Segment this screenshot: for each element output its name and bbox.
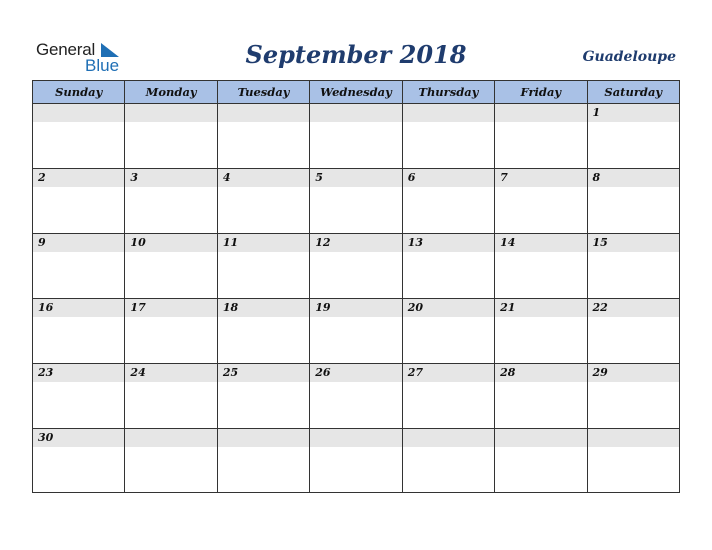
day-number bbox=[495, 104, 586, 122]
weekday-thursday: Thursday bbox=[402, 81, 494, 104]
day-number: 8 bbox=[588, 169, 679, 187]
day-number: 1 bbox=[588, 104, 679, 122]
day-number: 9 bbox=[33, 234, 124, 252]
day-cell[interactable] bbox=[402, 104, 494, 169]
day-number: 28 bbox=[495, 364, 586, 382]
day-number bbox=[125, 429, 216, 447]
day-number: 15 bbox=[588, 234, 679, 252]
day-cell[interactable] bbox=[402, 429, 494, 493]
day-number: 26 bbox=[310, 364, 401, 382]
day-number: 30 bbox=[33, 429, 124, 447]
day-cell[interactable] bbox=[310, 104, 402, 169]
day-cell[interactable] bbox=[217, 364, 309, 429]
day-number bbox=[33, 104, 124, 122]
day-cell[interactable] bbox=[125, 104, 217, 169]
day-number: 17 bbox=[125, 299, 216, 317]
day-number: 18 bbox=[218, 299, 309, 317]
day-number: 27 bbox=[403, 364, 494, 382]
day-number: 2 bbox=[33, 169, 124, 187]
day-cell[interactable] bbox=[33, 104, 125, 169]
day-cell[interactable] bbox=[217, 299, 309, 364]
day-number: 13 bbox=[403, 234, 494, 252]
day-number bbox=[588, 429, 679, 447]
day-cell[interactable] bbox=[587, 234, 679, 299]
day-cell[interactable] bbox=[310, 299, 402, 364]
week-row bbox=[33, 169, 680, 234]
day-number: 6 bbox=[403, 169, 494, 187]
day-number: 25 bbox=[218, 364, 309, 382]
day-cell[interactable] bbox=[217, 169, 309, 234]
day-number: 21 bbox=[495, 299, 586, 317]
day-cell[interactable] bbox=[495, 364, 587, 429]
region-label: Guadeloupe bbox=[582, 49, 676, 65]
calendar-grid bbox=[32, 80, 680, 493]
day-cell[interactable] bbox=[495, 169, 587, 234]
calendar-title: September 2018 bbox=[245, 40, 467, 69]
day-cell[interactable] bbox=[587, 429, 679, 493]
day-cell[interactable] bbox=[402, 169, 494, 234]
day-number: 3 bbox=[125, 169, 216, 187]
day-cell[interactable] bbox=[310, 169, 402, 234]
day-cell[interactable] bbox=[587, 364, 679, 429]
day-cell[interactable] bbox=[125, 169, 217, 234]
day-cell[interactable] bbox=[217, 429, 309, 493]
day-number: 10 bbox=[125, 234, 216, 252]
day-number bbox=[403, 429, 494, 447]
day-cell[interactable] bbox=[310, 234, 402, 299]
day-number: 19 bbox=[310, 299, 401, 317]
week-row bbox=[33, 429, 680, 493]
day-number: 20 bbox=[403, 299, 494, 317]
day-cell[interactable] bbox=[33, 429, 125, 493]
day-cell[interactable] bbox=[587, 104, 679, 169]
day-number bbox=[495, 429, 586, 447]
day-number: 12 bbox=[310, 234, 401, 252]
logo-word-general: General bbox=[36, 40, 96, 59]
day-number: 24 bbox=[125, 364, 216, 382]
weekday-saturday: Saturday bbox=[587, 81, 679, 104]
day-number bbox=[125, 104, 216, 122]
day-cell[interactable] bbox=[310, 429, 402, 493]
day-number: 5 bbox=[310, 169, 401, 187]
day-cell[interactable] bbox=[495, 299, 587, 364]
day-cell[interactable] bbox=[125, 364, 217, 429]
day-cell[interactable] bbox=[402, 364, 494, 429]
day-number: 4 bbox=[218, 169, 309, 187]
day-number: 11 bbox=[218, 234, 309, 252]
day-cell[interactable] bbox=[402, 299, 494, 364]
weekday-header-row bbox=[33, 81, 680, 104]
day-cell[interactable] bbox=[495, 429, 587, 493]
day-number bbox=[310, 104, 401, 122]
day-cell[interactable] bbox=[495, 104, 587, 169]
day-number: 7 bbox=[495, 169, 586, 187]
day-cell[interactable] bbox=[33, 364, 125, 429]
weekday-wednesday: Wednesday bbox=[310, 81, 402, 104]
weekday-sunday: Sunday bbox=[33, 81, 125, 104]
day-cell[interactable] bbox=[587, 299, 679, 364]
weekday-monday: Monday bbox=[125, 81, 217, 104]
day-cell[interactable] bbox=[402, 234, 494, 299]
weekday-friday: Friday bbox=[495, 81, 587, 104]
day-number bbox=[218, 104, 309, 122]
weekday-tuesday: Tuesday bbox=[217, 81, 309, 104]
day-cell[interactable] bbox=[310, 364, 402, 429]
week-row bbox=[33, 364, 680, 429]
day-number: 16 bbox=[33, 299, 124, 317]
day-cell[interactable] bbox=[33, 234, 125, 299]
week-row bbox=[33, 104, 680, 169]
day-number bbox=[310, 429, 401, 447]
day-cell[interactable] bbox=[125, 429, 217, 493]
day-cell[interactable] bbox=[217, 234, 309, 299]
day-number: 23 bbox=[33, 364, 124, 382]
week-row bbox=[33, 234, 680, 299]
day-number: 14 bbox=[495, 234, 586, 252]
day-cell[interactable] bbox=[587, 169, 679, 234]
logo-word-blue: Blue bbox=[85, 56, 120, 75]
day-number bbox=[218, 429, 309, 447]
day-cell[interactable] bbox=[125, 234, 217, 299]
day-cell[interactable] bbox=[217, 104, 309, 169]
day-number: 22 bbox=[588, 299, 679, 317]
day-cell[interactable] bbox=[33, 299, 125, 364]
day-number: 29 bbox=[588, 364, 679, 382]
day-cell[interactable] bbox=[33, 169, 125, 234]
week-row bbox=[33, 299, 680, 364]
day-cell[interactable] bbox=[495, 234, 587, 299]
day-number bbox=[403, 104, 494, 122]
day-cell[interactable] bbox=[125, 299, 217, 364]
